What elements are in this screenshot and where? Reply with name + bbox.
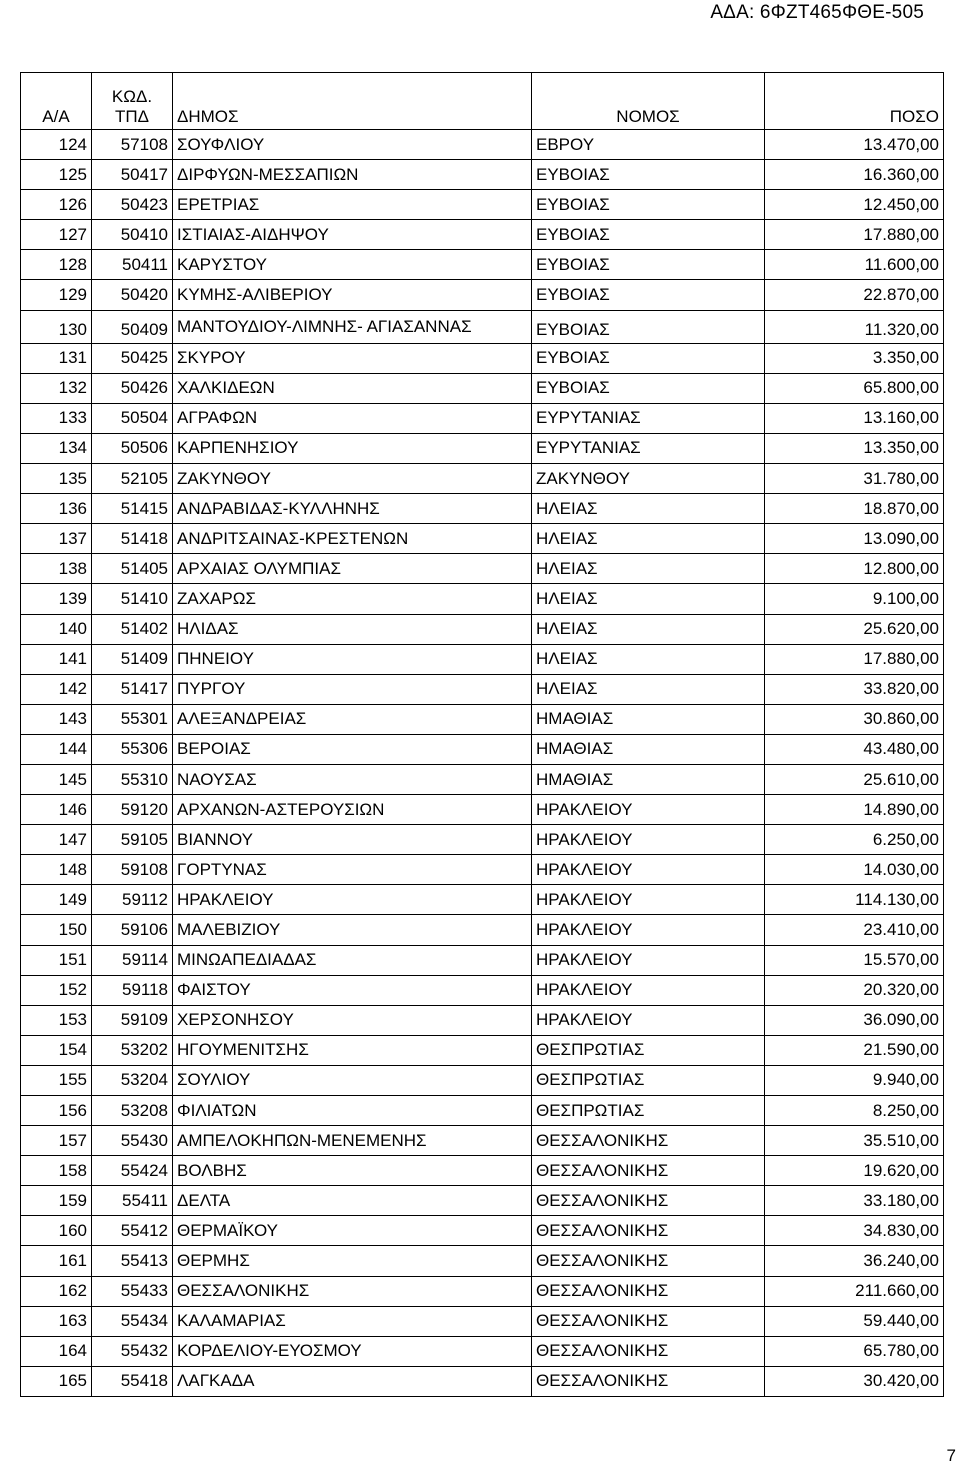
cell-poso: 19.620,00 bbox=[765, 1156, 944, 1186]
table-row bbox=[21, 554, 944, 584]
table-row bbox=[21, 403, 944, 433]
cell-aa: 131 bbox=[21, 343, 92, 373]
cell-nomos: ΗΡΑΚΛΕΙΟΥ bbox=[532, 945, 765, 975]
cell-aa: 154 bbox=[21, 1035, 92, 1065]
cell-dimos: ΑΝΔΡΙΤΣΑΙΝΑΣ-ΚΡΕΣΤΕΝΩΝ bbox=[173, 524, 532, 554]
cell-dimos: ΜΙΝΩΑΠΕΔΙΑΔΑΣ bbox=[173, 945, 532, 975]
cell-dimos: ΑΝΔΡΑΒΙΔΑΣ-ΚΥΛΛΗΝΗΣ bbox=[173, 494, 532, 524]
cell-dimos: ΚΑΡΠΕΝΗΣΙΟΥ bbox=[173, 433, 532, 463]
cell-dimos: ΚΑΛΑΜΑΡΙΑΣ bbox=[173, 1306, 532, 1336]
cell-code: 51409 bbox=[92, 644, 173, 674]
cell-nomos: ΗΛΕΙΑΣ bbox=[532, 674, 765, 704]
cell-aa: 129 bbox=[21, 280, 92, 310]
cell-code: 51415 bbox=[92, 494, 173, 524]
table-row bbox=[21, 1186, 944, 1216]
table-row bbox=[21, 1216, 944, 1246]
cell-poso: 14.030,00 bbox=[765, 855, 944, 885]
cell-poso: 3.350,00 bbox=[765, 343, 944, 373]
cell-poso: 35.510,00 bbox=[765, 1126, 944, 1156]
cell-code: 55418 bbox=[92, 1366, 173, 1396]
cell-code: 53204 bbox=[92, 1065, 173, 1095]
cell-poso: 11.600,00 bbox=[765, 250, 944, 280]
table-row bbox=[21, 343, 944, 373]
cell-code: 53208 bbox=[92, 1096, 173, 1126]
cell-nomos: ΘΕΣΣΑΛΟΝΙΚΗΣ bbox=[532, 1186, 765, 1216]
cell-aa: 152 bbox=[21, 975, 92, 1005]
table-row bbox=[21, 584, 944, 614]
cell-poso: 18.870,00 bbox=[765, 494, 944, 524]
cell-poso: 30.420,00 bbox=[765, 1366, 944, 1396]
cell-code: 55433 bbox=[92, 1276, 173, 1306]
col-header-aa: Α/Α bbox=[21, 73, 92, 130]
cell-aa: 161 bbox=[21, 1246, 92, 1276]
cell-aa: 142 bbox=[21, 674, 92, 704]
cell-aa: 163 bbox=[21, 1306, 92, 1336]
table-row bbox=[21, 464, 944, 494]
table-row bbox=[21, 644, 944, 674]
cell-aa: 143 bbox=[21, 704, 92, 734]
col-header-code-line2: ΤΠΔ bbox=[114, 107, 150, 126]
cell-code: 50410 bbox=[92, 220, 173, 250]
cell-aa: 140 bbox=[21, 614, 92, 644]
col-header-nomos: ΝΟΜΟΣ bbox=[532, 73, 765, 130]
cell-nomos: ΗΜΑΘΙΑΣ bbox=[532, 704, 765, 734]
cell-nomos: ΕΥΒΟΙΑΣ bbox=[532, 310, 765, 343]
cell-aa: 148 bbox=[21, 855, 92, 885]
table-row bbox=[21, 614, 944, 644]
cell-aa: 149 bbox=[21, 885, 92, 915]
table-row bbox=[21, 160, 944, 190]
cell-aa: 147 bbox=[21, 825, 92, 855]
cell-nomos: ΗΡΑΚΛΕΙΟΥ bbox=[532, 855, 765, 885]
cell-dimos: ΧΑΛΚΙΔΕΩΝ bbox=[173, 373, 532, 403]
table-row bbox=[21, 373, 944, 403]
table-row bbox=[21, 795, 944, 825]
table-row bbox=[21, 130, 944, 160]
table-row bbox=[21, 1336, 944, 1366]
cell-dimos: ΔΕΛΤΑ bbox=[173, 1186, 532, 1216]
cell-nomos: ΘΕΣΣΑΛΟΝΙΚΗΣ bbox=[532, 1156, 765, 1186]
cell-poso: 13.470,00 bbox=[765, 130, 944, 160]
cell-aa: 132 bbox=[21, 373, 92, 403]
ada-header: ΑΔΑ: 6ΦΖΤ465ΦΘΕ-505 bbox=[710, 2, 924, 23]
cell-nomos: ΘΕΣΣΑΛΟΝΙΚΗΣ bbox=[532, 1246, 765, 1276]
cell-poso: 65.800,00 bbox=[765, 373, 944, 403]
cell-poso: 11.320,00 bbox=[765, 310, 944, 343]
cell-code: 50409 bbox=[92, 310, 173, 343]
cell-poso: 6.250,00 bbox=[765, 825, 944, 855]
cell-aa: 134 bbox=[21, 433, 92, 463]
cell-nomos: ΕΥΡΥΤΑΝΙΑΣ bbox=[532, 433, 765, 463]
cell-aa: 157 bbox=[21, 1126, 92, 1156]
cell-nomos: ΗΡΑΚΛΕΙΟΥ bbox=[532, 825, 765, 855]
cell-aa: 133 bbox=[21, 403, 92, 433]
table-row bbox=[21, 674, 944, 704]
cell-poso: 16.360,00 bbox=[765, 160, 944, 190]
cell-nomos: ΗΛΕΙΑΣ bbox=[532, 524, 765, 554]
cell-poso: 36.090,00 bbox=[765, 1005, 944, 1035]
cell-dimos: ΣΟΥΛΙΟΥ bbox=[173, 1065, 532, 1095]
cell-code: 59106 bbox=[92, 915, 173, 945]
cell-aa: 124 bbox=[21, 130, 92, 160]
cell-nomos: ΗΛΕΙΑΣ bbox=[532, 554, 765, 584]
table-row bbox=[21, 825, 944, 855]
cell-code: 51402 bbox=[92, 614, 173, 644]
table-row bbox=[21, 280, 944, 310]
table-row bbox=[21, 885, 944, 915]
cell-dimos: ΘΕΡΜΗΣ bbox=[173, 1246, 532, 1276]
cell-aa: 162 bbox=[21, 1276, 92, 1306]
cell-dimos: ΒΙΑΝΝΟΥ bbox=[173, 825, 532, 855]
table-row bbox=[21, 250, 944, 280]
cell-code: 59108 bbox=[92, 855, 173, 885]
cell-nomos: ΗΡΑΚΛΕΙΟΥ bbox=[532, 975, 765, 1005]
cell-dimos: ΜΑΛΕΒΙΖΙΟΥ bbox=[173, 915, 532, 945]
cell-code: 51405 bbox=[92, 554, 173, 584]
cell-dimos: ΝΑΟΥΣΑΣ bbox=[173, 764, 532, 794]
cell-poso: 12.450,00 bbox=[765, 190, 944, 220]
cell-code: 57108 bbox=[92, 130, 173, 160]
cell-dimos: ΛΑΓΚΑΔΑ bbox=[173, 1366, 532, 1396]
col-header-code bbox=[92, 73, 173, 130]
cell-poso: 33.820,00 bbox=[765, 674, 944, 704]
cell-nomos: ΘΕΣΣΑΛΟΝΙΚΗΣ bbox=[532, 1336, 765, 1366]
cell-aa: 158 bbox=[21, 1156, 92, 1186]
cell-poso: 9.100,00 bbox=[765, 584, 944, 614]
cell-dimos: ΠΥΡΓΟΥ bbox=[173, 674, 532, 704]
page-number: 7 bbox=[946, 1446, 956, 1465]
cell-nomos: ΕΒΡΟΥ bbox=[532, 130, 765, 160]
cell-aa: 135 bbox=[21, 464, 92, 494]
cell-dimos: ΗΡΑΚΛΕΙΟΥ bbox=[173, 885, 532, 915]
cell-dimos: ΗΛΙΔΑΣ bbox=[173, 614, 532, 644]
cell-poso: 31.780,00 bbox=[765, 464, 944, 494]
cell-aa: 127 bbox=[21, 220, 92, 250]
cell-dimos: ΑΜΠΕΛΟΚΗΠΩΝ-ΜΕΝΕΜΕΝΗΣ bbox=[173, 1126, 532, 1156]
cell-dimos: ΠΗΝΕΙΟΥ bbox=[173, 644, 532, 674]
cell-dimos: ΔΙΡΦΥΩΝ-ΜΕΣΣΑΠΙΩΝ bbox=[173, 160, 532, 190]
col-header-code-line1: ΚΩΔ. bbox=[111, 87, 153, 106]
cell-poso: 65.780,00 bbox=[765, 1336, 944, 1366]
cell-code: 50411 bbox=[92, 250, 173, 280]
cell-poso: 8.250,00 bbox=[765, 1096, 944, 1126]
cell-dimos: ΑΓΡΑΦΩΝ bbox=[173, 403, 532, 433]
cell-nomos: ΕΥΒΟΙΑΣ bbox=[532, 190, 765, 220]
cell-code: 50417 bbox=[92, 160, 173, 190]
cell-nomos: ΘΕΣΣΑΛΟΝΙΚΗΣ bbox=[532, 1366, 765, 1396]
cell-poso: 13.350,00 bbox=[765, 433, 944, 463]
cell-aa: 138 bbox=[21, 554, 92, 584]
cell-dimos: ΜΑΝΤΟΥΔΙΟΥ-ΛΙΜΝΗΣ- ΑΓΙΑΣΑΝΝΑΣ bbox=[173, 310, 532, 343]
table-row bbox=[21, 945, 944, 975]
cell-code: 59114 bbox=[92, 945, 173, 975]
cell-code: 51418 bbox=[92, 524, 173, 554]
cell-aa: 160 bbox=[21, 1216, 92, 1246]
cell-code: 59105 bbox=[92, 825, 173, 855]
cell-nomos: ΘΕΣΣΑΛΟΝΙΚΗΣ bbox=[532, 1306, 765, 1336]
allocation-table bbox=[20, 72, 944, 1397]
cell-aa: 125 bbox=[21, 160, 92, 190]
table-row bbox=[21, 524, 944, 554]
cell-dimos: ΖΑΚΥΝΘΟΥ bbox=[173, 464, 532, 494]
cell-aa: 144 bbox=[21, 734, 92, 764]
cell-code: 55306 bbox=[92, 734, 173, 764]
cell-poso: 36.240,00 bbox=[765, 1246, 944, 1276]
cell-poso: 22.870,00 bbox=[765, 280, 944, 310]
cell-poso: 17.880,00 bbox=[765, 644, 944, 674]
cell-poso: 30.860,00 bbox=[765, 704, 944, 734]
cell-nomos: ΖΑΚΥΝΘΟΥ bbox=[532, 464, 765, 494]
cell-code: 55411 bbox=[92, 1186, 173, 1216]
cell-poso: 14.890,00 bbox=[765, 795, 944, 825]
table-row bbox=[21, 1246, 944, 1276]
cell-nomos: ΕΥΒΟΙΑΣ bbox=[532, 373, 765, 403]
cell-poso: 34.830,00 bbox=[765, 1216, 944, 1246]
cell-code: 50420 bbox=[92, 280, 173, 310]
cell-nomos: ΗΡΑΚΛΕΙΟΥ bbox=[532, 1005, 765, 1035]
cell-aa: 155 bbox=[21, 1065, 92, 1095]
cell-aa: 153 bbox=[21, 1005, 92, 1035]
cell-aa: 156 bbox=[21, 1096, 92, 1126]
cell-dimos: ΦΙΛΙΑΤΩΝ bbox=[173, 1096, 532, 1126]
cell-dimos: ΑΡΧΑΙΑΣ ΟΛΥΜΠΙΑΣ bbox=[173, 554, 532, 584]
cell-code: 50425 bbox=[92, 343, 173, 373]
cell-nomos: ΗΛΕΙΑΣ bbox=[532, 494, 765, 524]
cell-code: 50506 bbox=[92, 433, 173, 463]
cell-dimos: ΚΥΜΗΣ-ΑΛΙΒΕΡΙΟΥ bbox=[173, 280, 532, 310]
cell-dimos: ΒΟΛΒΗΣ bbox=[173, 1156, 532, 1186]
cell-aa: 145 bbox=[21, 764, 92, 794]
cell-code: 59109 bbox=[92, 1005, 173, 1035]
table-row bbox=[21, 1035, 944, 1065]
cell-nomos: ΕΥΒΟΙΑΣ bbox=[532, 280, 765, 310]
cell-dimos: ΦΑΙΣΤΟΥ bbox=[173, 975, 532, 1005]
cell-nomos: ΗΜΑΘΙΑΣ bbox=[532, 734, 765, 764]
cell-poso: 25.610,00 bbox=[765, 764, 944, 794]
cell-nomos: ΘΕΣΠΡΩΤΙΑΣ bbox=[532, 1096, 765, 1126]
cell-dimos: ΖΑΧΑΡΩΣ bbox=[173, 584, 532, 614]
cell-aa: 164 bbox=[21, 1336, 92, 1366]
table-row bbox=[21, 1005, 944, 1035]
cell-code: 55301 bbox=[92, 704, 173, 734]
cell-poso: 43.480,00 bbox=[765, 734, 944, 764]
cell-poso: 114.130,00 bbox=[765, 885, 944, 915]
table-header-row bbox=[21, 73, 944, 130]
cell-poso: 20.320,00 bbox=[765, 975, 944, 1005]
cell-nomos: ΘΕΣΠΡΩΤΙΑΣ bbox=[532, 1065, 765, 1095]
cell-nomos: ΕΥΒΟΙΑΣ bbox=[532, 160, 765, 190]
cell-code: 55413 bbox=[92, 1246, 173, 1276]
cell-nomos: ΕΥΒΟΙΑΣ bbox=[532, 220, 765, 250]
table-row bbox=[21, 1156, 944, 1186]
cell-aa: 126 bbox=[21, 190, 92, 220]
cell-nomos: ΘΕΣΣΑΛΟΝΙΚΗΣ bbox=[532, 1216, 765, 1246]
cell-dimos: ΚΟΡΔΕΛΙΟΥ-ΕΥΟΣΜΟΥ bbox=[173, 1336, 532, 1366]
cell-code: 55434 bbox=[92, 1306, 173, 1336]
table-row bbox=[21, 764, 944, 794]
cell-nomos: ΗΡΑΚΛΕΙΟΥ bbox=[532, 795, 765, 825]
cell-dimos: ΕΡΕΤΡΙΑΣ bbox=[173, 190, 532, 220]
cell-dimos: ΗΓΟΥΜΕΝΙΤΣΗΣ bbox=[173, 1035, 532, 1065]
cell-dimos: ΘΕΡΜΑΪΚΟΥ bbox=[173, 1216, 532, 1246]
cell-code: 51417 bbox=[92, 674, 173, 704]
cell-poso: 13.160,00 bbox=[765, 403, 944, 433]
cell-poso: 21.590,00 bbox=[765, 1035, 944, 1065]
table-row bbox=[21, 915, 944, 945]
cell-poso: 23.410,00 bbox=[765, 915, 944, 945]
cell-code: 59120 bbox=[92, 795, 173, 825]
cell-nomos: ΗΡΑΚΛΕΙΟΥ bbox=[532, 885, 765, 915]
cell-nomos: ΗΛΕΙΑΣ bbox=[532, 644, 765, 674]
cell-aa: 137 bbox=[21, 524, 92, 554]
cell-code: 51410 bbox=[92, 584, 173, 614]
table-row bbox=[21, 433, 944, 463]
cell-dimos: ΑΛΕΞΑΝΔΡΕΙΑΣ bbox=[173, 704, 532, 734]
table-row bbox=[21, 1126, 944, 1156]
cell-poso: 9.940,00 bbox=[765, 1065, 944, 1095]
cell-code: 52105 bbox=[92, 464, 173, 494]
cell-dimos: ΑΡΧΑΝΩΝ-ΑΣΤΕΡΟΥΣΙΩΝ bbox=[173, 795, 532, 825]
cell-aa: 136 bbox=[21, 494, 92, 524]
table-row bbox=[21, 975, 944, 1005]
table-row bbox=[21, 734, 944, 764]
table-row bbox=[21, 310, 944, 343]
table-row bbox=[21, 1065, 944, 1095]
cell-aa: 139 bbox=[21, 584, 92, 614]
cell-dimos: ΧΕΡΣΟΝΗΣΟΥ bbox=[173, 1005, 532, 1035]
cell-dimos: ΙΣΤΙΑΙΑΣ-ΑΙΔΗΨΟΥ bbox=[173, 220, 532, 250]
cell-aa: 159 bbox=[21, 1186, 92, 1216]
cell-dimos: ΒΕΡΟΙΑΣ bbox=[173, 734, 532, 764]
cell-aa: 146 bbox=[21, 795, 92, 825]
cell-nomos: ΗΛΕΙΑΣ bbox=[532, 584, 765, 614]
cell-code: 53202 bbox=[92, 1035, 173, 1065]
table-row bbox=[21, 494, 944, 524]
cell-nomos: ΕΥΒΟΙΑΣ bbox=[532, 250, 765, 280]
cell-aa: 141 bbox=[21, 644, 92, 674]
cell-dimos: ΣΟΥΦΛΙΟΥ bbox=[173, 130, 532, 160]
cell-poso: 25.620,00 bbox=[765, 614, 944, 644]
cell-code: 55412 bbox=[92, 1216, 173, 1246]
cell-code: 50426 bbox=[92, 373, 173, 403]
table-row bbox=[21, 855, 944, 885]
cell-code: 55432 bbox=[92, 1336, 173, 1366]
cell-code: 50504 bbox=[92, 403, 173, 433]
cell-nomos: ΕΥΒΟΙΑΣ bbox=[532, 343, 765, 373]
table-row bbox=[21, 1306, 944, 1336]
cell-code: 59118 bbox=[92, 975, 173, 1005]
cell-code: 59112 bbox=[92, 885, 173, 915]
table-row bbox=[21, 1366, 944, 1396]
table-row bbox=[21, 1096, 944, 1126]
cell-aa: 128 bbox=[21, 250, 92, 280]
cell-poso: 211.660,00 bbox=[765, 1276, 944, 1306]
cell-aa: 151 bbox=[21, 945, 92, 975]
cell-nomos: ΘΕΣΣΑΛΟΝΙΚΗΣ bbox=[532, 1126, 765, 1156]
cell-poso: 12.800,00 bbox=[765, 554, 944, 584]
cell-poso: 15.570,00 bbox=[765, 945, 944, 975]
col-header-poso: ΠΟΣΟ bbox=[765, 73, 944, 130]
cell-dimos: ΚΑΡΥΣΤΟΥ bbox=[173, 250, 532, 280]
cell-dimos: ΓΟΡΤΥΝΑΣ bbox=[173, 855, 532, 885]
cell-aa: 130 bbox=[21, 310, 92, 343]
cell-dimos: ΣΚΥΡΟΥ bbox=[173, 343, 532, 373]
cell-code: 55424 bbox=[92, 1156, 173, 1186]
table-row bbox=[21, 704, 944, 734]
table-row bbox=[21, 190, 944, 220]
cell-nomos: ΘΕΣΣΑΛΟΝΙΚΗΣ bbox=[532, 1276, 765, 1306]
cell-nomos: ΗΡΑΚΛΕΙΟΥ bbox=[532, 915, 765, 945]
cell-aa: 165 bbox=[21, 1366, 92, 1396]
cell-poso: 17.880,00 bbox=[765, 220, 944, 250]
table-row bbox=[21, 1276, 944, 1306]
cell-nomos: ΗΜΑΘΙΑΣ bbox=[532, 764, 765, 794]
cell-nomos: ΕΥΡΥΤΑΝΙΑΣ bbox=[532, 403, 765, 433]
cell-code: 50423 bbox=[92, 190, 173, 220]
cell-poso: 59.440,00 bbox=[765, 1306, 944, 1336]
cell-nomos: ΘΕΣΠΡΩΤΙΑΣ bbox=[532, 1035, 765, 1065]
cell-nomos: ΗΛΕΙΑΣ bbox=[532, 614, 765, 644]
table-row bbox=[21, 220, 944, 250]
cell-code: 55310 bbox=[92, 764, 173, 794]
cell-poso: 33.180,00 bbox=[765, 1186, 944, 1216]
cell-aa: 150 bbox=[21, 915, 92, 945]
cell-dimos: ΘΕΣΣΑΛΟΝΙΚΗΣ bbox=[173, 1276, 532, 1306]
col-header-dimos: ΔΗΜΟΣ bbox=[173, 73, 532, 130]
cell-poso: 13.090,00 bbox=[765, 524, 944, 554]
cell-code: 55430 bbox=[92, 1126, 173, 1156]
